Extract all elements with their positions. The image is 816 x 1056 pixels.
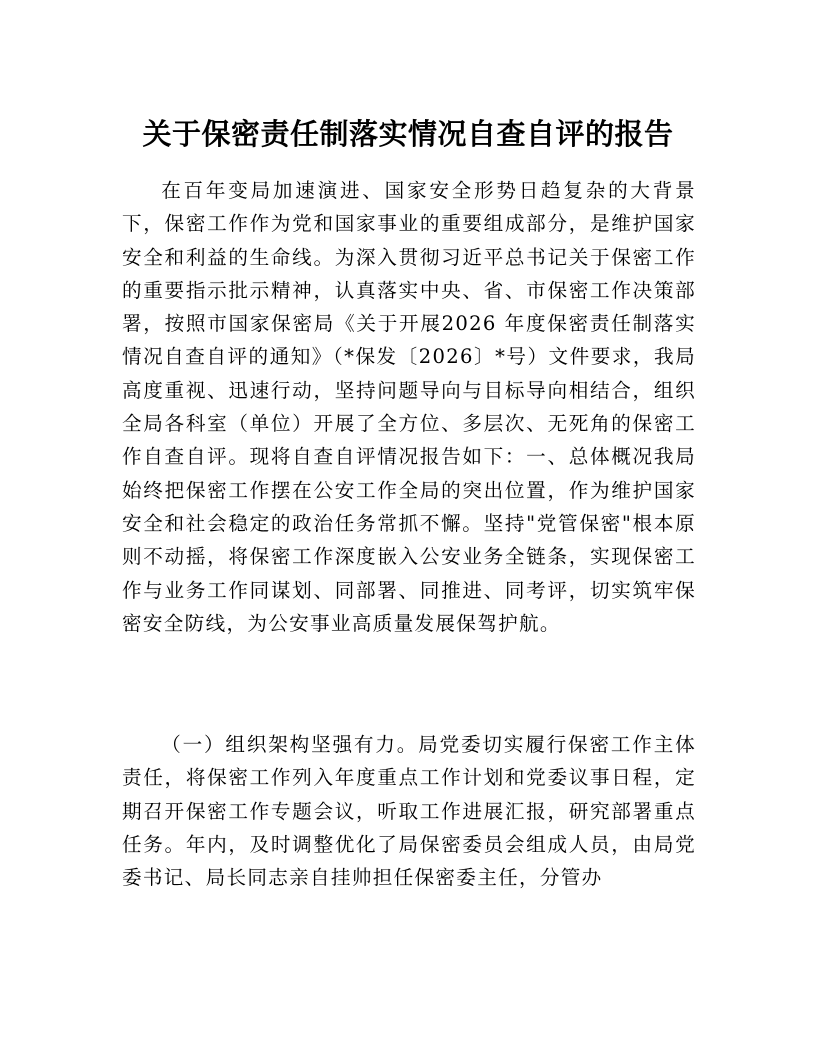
body-paragraph-2: （一）组织架构坚强有力。局党委切实履行保密工作主体责任，将保密工作列入年度重点工作计划和党委议事日程，定期召开保密工作专题会议，听取工作进展汇报，研究部署重点任务。年内，及时调整优化了局保密委员会组成人员，由局党委书记、局长同志亲自挂帅担任保密委主任，分管办 [122,733,696,890]
body-paragraph-1: 在百年变局加速演进、国家安全形势日趋复杂的大背景下，保密工作作为党和国家事业的重要组成部分，是维护国家安全和利益的生命线。为深入贯彻习近平总书记关于保密工作的重要指示批示精神，认真落实中央、省、市保密工作决策部署，按照市国家保密局《关于开展2026 年度保密责任制落实情况自查自评的通知》（*保发〔2026〕*号）文件要求，我局高度重视、迅速行动，坚持问题导向与目标导向相结合，组织全局各科室（单位）开展了全方位、多层次、无死角的保密工作自查自评。现将自查自评情况报告如下：一、总体概况我局始终把保密工作摆在公安工作全局的突出位置，作为维护国家安全和社会稳定的政治任务常抓不懈。坚持"党管保密"根本原则不动摇，将保密工作深度嵌入公安业务全链条，实现保密工作与业务工作同谋划、同部署、同推进、同考评，切实筑牢保密安全防线，为公安事业高质量发展保驾护航。 [122,179,696,635]
document-title: 关于保密责任制落实情况自查自评的报告 [142,117,674,151]
